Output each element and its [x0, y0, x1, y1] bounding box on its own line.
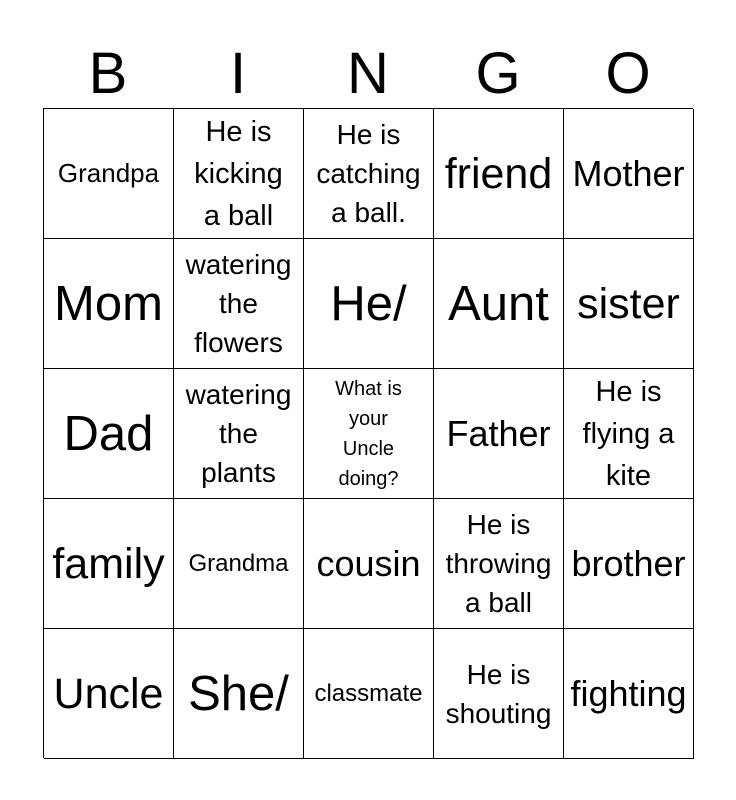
- header-letter-i: I: [229, 41, 247, 106]
- header-letter-n: N: [347, 41, 389, 106]
- header-letter-b: B: [88, 41, 128, 106]
- cell-label: watering the plants: [185, 379, 292, 488]
- cell-label: Grandma: [188, 550, 289, 577]
- bingo-cell-r5c2[interactable]: [174, 629, 304, 759]
- bingo-cell-r2c3[interactable]: [304, 239, 434, 369]
- bingo-cell-r1c5[interactable]: [564, 109, 694, 239]
- bingo-cell-r4c2[interactable]: [174, 499, 304, 629]
- cell-label: Uncle: [53, 669, 164, 718]
- cell-label: He is flying a kite: [582, 375, 675, 492]
- cell-label: Aunt: [448, 276, 549, 331]
- bingo-board: [43, 108, 693, 758]
- header-letter-o: O: [605, 41, 651, 106]
- bingo-cell-r1c1[interactable]: [44, 109, 174, 239]
- cell-label: Grandpa: [57, 158, 160, 188]
- bingo-cell-r3c4[interactable]: [434, 369, 564, 499]
- bingo-cell-r3c2[interactable]: [174, 369, 304, 499]
- header-letter-g: G: [475, 41, 521, 106]
- bingo-cell-r3c5[interactable]: [564, 369, 694, 499]
- bingo-cell-r3c1[interactable]: [44, 369, 174, 499]
- bingo-cell-r1c4[interactable]: [434, 109, 564, 239]
- bingo-cell-r1c2[interactable]: [174, 109, 304, 239]
- cell-label: fighting: [570, 672, 687, 714]
- bingo-cell-r4c5[interactable]: [564, 499, 694, 629]
- bingo-cell-r4c3[interactable]: [304, 499, 434, 629]
- cell-label: What is your Uncle doing?: [335, 377, 402, 490]
- cell-label: Mother: [572, 152, 685, 194]
- cell-label: watering the flowers: [185, 249, 292, 358]
- cell-label: He is catching a ball.: [316, 119, 421, 228]
- bingo-cell-r4c1[interactable]: [44, 499, 174, 629]
- bingo-cell-r3c3[interactable]: [304, 369, 434, 499]
- cell-label: She/: [188, 666, 289, 721]
- cell-label: He is kicking a ball: [194, 115, 283, 232]
- bingo-cell-r2c1[interactable]: [44, 239, 174, 369]
- cell-label: family: [52, 539, 165, 588]
- cell-label: He/: [330, 276, 407, 331]
- bingo-cell-r2c4[interactable]: [434, 239, 564, 369]
- bingo-cell-r5c4[interactable]: [434, 629, 564, 759]
- bingo-header: [43, 40, 693, 108]
- cell-label: brother: [571, 542, 686, 584]
- cell-label: sister: [577, 279, 680, 328]
- cell-label: He is shouting: [445, 658, 552, 729]
- cell-label: cousin: [316, 542, 421, 584]
- bingo-cell-r5c1[interactable]: [44, 629, 174, 759]
- bingo-cell-r5c5[interactable]: [564, 629, 694, 759]
- bingo-cell-r2c2[interactable]: [174, 239, 304, 369]
- bingo-cell-r1c3[interactable]: [304, 109, 434, 239]
- bingo-cell-r5c3[interactable]: [304, 629, 434, 759]
- cell-label: classmate: [314, 680, 423, 707]
- cell-label: Dad: [63, 406, 154, 461]
- bingo-cell-r2c5[interactable]: [564, 239, 694, 369]
- bingo-cell-r4c4[interactable]: [434, 499, 564, 629]
- cell-label: He is throwing a ball: [445, 509, 552, 618]
- cell-label: friend: [444, 149, 553, 198]
- cell-label: Mom: [54, 276, 163, 331]
- cell-label: Father: [446, 412, 551, 454]
